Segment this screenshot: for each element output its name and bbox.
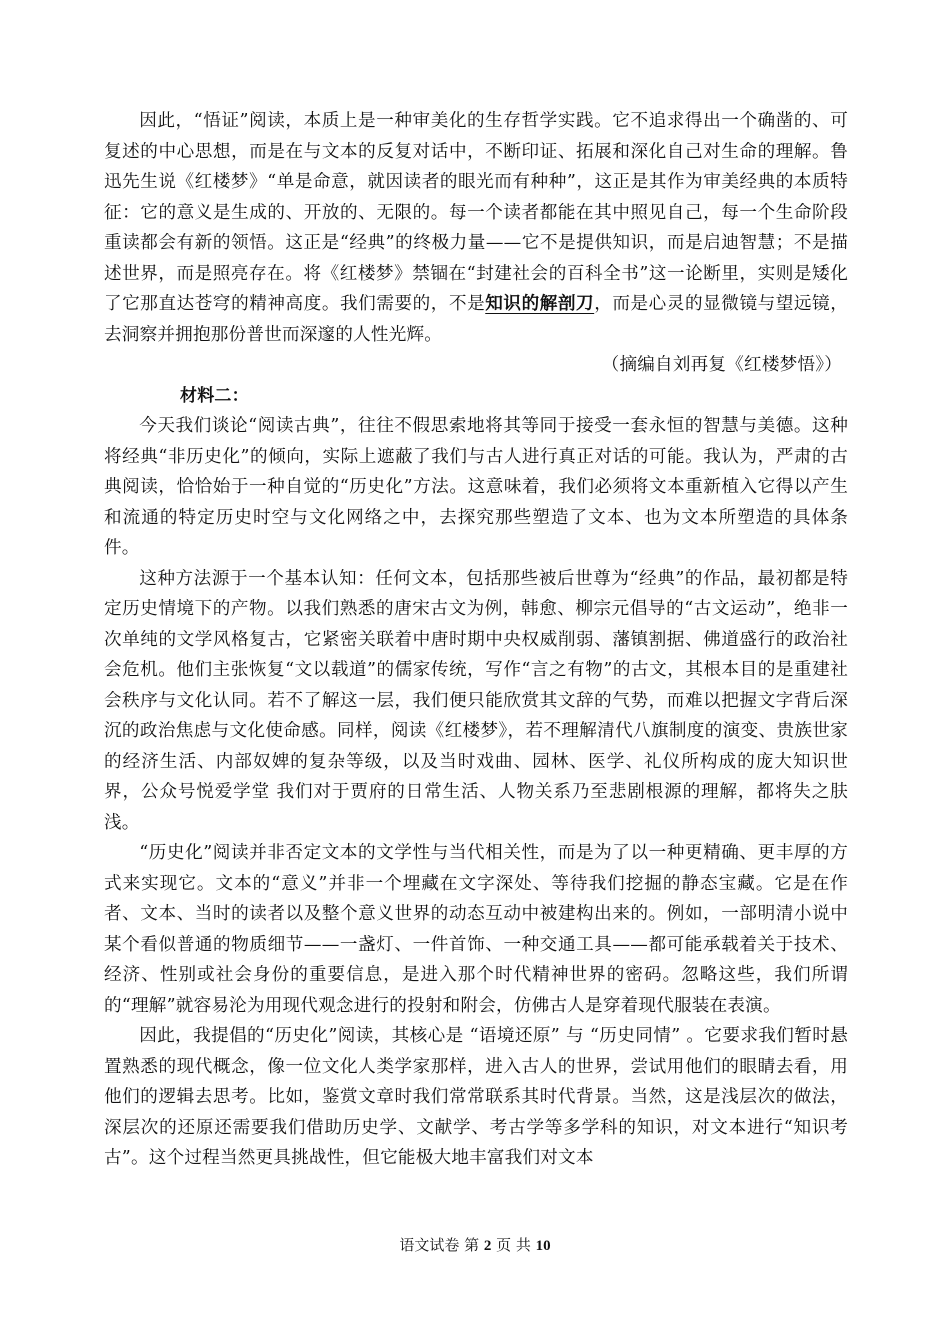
article-body <box>104 106 848 1174</box>
section-heading: 材料二： <box>180 385 249 406</box>
paragraph: 因此，我提倡的“历史化”阅读，其核心是 “语境还原” 与 “历史同情” 。它要求我们暂时悬置熟悉的现代概念，像一位文化人类学家那样，进入古人的世界，尝试用他们的眼睛去看，用他们的逻辑去思考。比如，鉴赏文章时我们常常联系其时代背景。当然，这是浅层次的做法，深层次的还原还需要我们借助历史学、文献学、考古学等多学科的知识，对文本进行“知识考古”。这个过程当然更具挑战性，但它能极大地丰富我们对文本 <box>104 1026 848 1168</box>
paragraph: 这种方法源于一个基本认知：任何文本，包括那些被后世尊为“经典”的作品，最初都是特定历史情境下的产物。以我们熟悉的唐宋古文为例，韩愈、柳宗元倡导的“古文运动”，绝非一次单纯的文学风格复古，它紧密关联着中唐时期中央权威削弱、藩镇割据、佛道盛行的政治社会危机。他们主张恢复“文以载道”的儒家传统，写作“言之有物”的古文，其根本目的是重建社会秩序与文化认同。若不了解这一层，我们便只能欣赏其文辞的气势，而难以把握文字背后深沉的政治焦虑与文化使命感。同样，阅读《红楼梦》，若不理解清代八旗制度的演变、贵族世家的经济生活、内部奴婢的复杂等级，以及当时戏曲、园林、医学、礼仪所构成的庞大知识世界，公众号悦爱学堂 我们对于贾府的日常生活、人物关系乃至悲剧根源的理解，都将失之肤浅。 <box>104 568 848 833</box>
paragraph-text: ，而是心灵的显微镜与望远镜，去洞察并拥抱那份普世而深邃的人性光辉。 <box>104 294 849 345</box>
emphasized-phrase: 知识的解剖刀 <box>485 294 595 314</box>
footer-prefix: 语文试卷 第 <box>399 1236 484 1254</box>
page-number: 2 <box>483 1238 492 1254</box>
page-footer <box>0 1234 950 1255</box>
paragraph: “历史化”阅读并非否定文本的文学性与当代相关性，而是为了以一种更精确、更丰厚的方式来实现它。文本的“意义”并非一个埋藏在文字深处、等待我们挖掘的静态宝藏。它是在作者、文本、当时的读者以及整个意义世界的动态互动中被建构出来的。例如，一部明清小说中某个看似普通的物质细节——一盏灯、一件首饰、一种交通工具——都可能承载着关于技术、经济、性别或社会身份的重要信息，是进入那个时代精神世界的密码。忽略这些，我们所谓的“理解”就容易沦为用现代观念进行的投射和附会，仿佛古人是穿着现代服装在表演。 <box>104 843 848 1016</box>
paragraph: 今天我们谈论“阅读古典”，往往不假思索地将其等同于接受一套永恒的智慧与美德。这种将经典“非历史化”的倾向，实际上遮蔽了我们与古人进行真正对话的可能。我认为，严肃的古典阅读，恰恰始于一种自觉的“历史化”方法。这意味着，我们必须将文本重新植入它得以产生和流通的特定历史时空与文化网络之中，去探究那些塑造了文本、也为文本所塑造的具体条件。 <box>104 416 848 558</box>
paragraph-text: 因此，“悟证”阅读，本质上是一种审美化的生存哲学实践。它不追求得出一个确凿的、可复述的中心思想，而是在与文本的反复对话中，不断印证、拓展和深化自己对生命的理解。鲁迅先生说《红楼梦》“单是命意，就因读者的眼光而有种种”，这正是其作为审美经典的本质特征：它的意义是生成的、开放的、无限的。每一个读者都能在其中照见自己，每一个生命阶段重读都会有新的领悟。这正是“经典”的终极力量——它不是提供知识，而是启迪智慧；不是描述世界，而是照亮存在。将《红楼梦》禁锢在“封建社会的百科全书”这一论断里，实则是矮化了它那直达苍穹的精神高度。我们需要的，不是 <box>104 111 848 314</box>
paragraph-wuzheng-reading <box>104 106 848 350</box>
total-pages: 10 <box>535 1238 551 1254</box>
footer-middle: 页 共 <box>491 1236 536 1254</box>
source-citation: （摘编自刘再复《红楼梦悟》） <box>601 355 842 375</box>
